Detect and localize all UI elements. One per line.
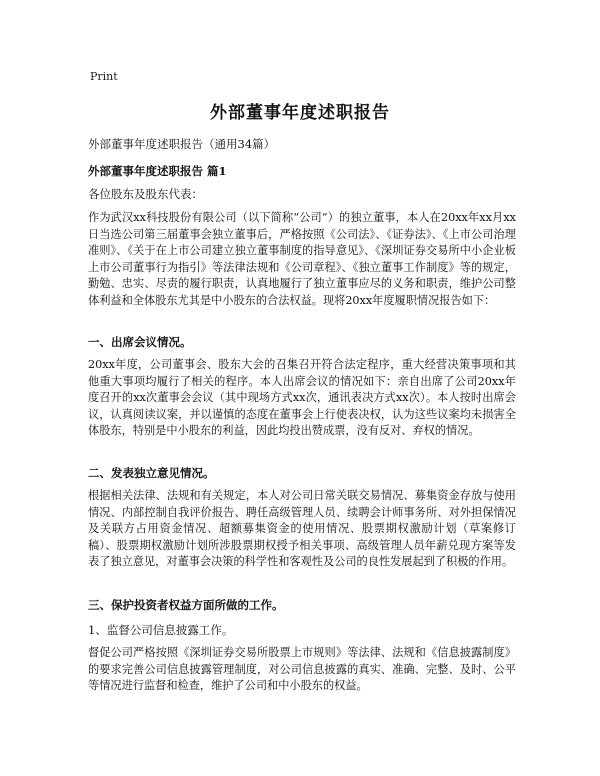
section-body-meetings: 20xx年度，公司董事会、股东大会的召集召开符合法定程序，重大经营决策事项和其他重大事项均履行了相关的程序。本人出席会议的情况如下：亲自出席了公司20xx年度召开的xx次董事会会议（其中现场方式xx次，通讯表决方式xx次）。本人按时出席会议，认真阅读议案，并以谨慎的态度在董事会上行使表决权，认为这些议案均未损害全体股东，特别是中小股东的利益，因此均投出赞成票，没有反对、弃权的情况。	[88, 358, 516, 438]
chapter-heading: 外部董事年度述职报告 篇1	[88, 164, 227, 178]
subsection-heading-disclosure: 1、监督公司信息披露工作。	[88, 623, 234, 637]
section-heading-opinions: 二、发表独立意见情况。	[88, 466, 215, 480]
page-title: 外部董事年度述职报告	[210, 103, 390, 123]
section-heading-investor-protection: 三、保护投资者权益方面所做的工作。	[88, 598, 284, 612]
salutation: 各位股东及股东代表：	[88, 187, 203, 201]
section-heading-meetings: 一、出席会议情况。	[88, 335, 192, 349]
intro-paragraph: 作为武汉xx科技股份有限公司（以下简称“公司”）的独立董事，本人在20xx年xx月xx日当选公司第三届董事会独立董事后，严格按照《公司法》、《证券法》、《上市公司治理准则》、《关于在上市公司建立独立董事制度的指导意见》、《深圳证券交易所中小企业板上市公司董事行为指引》等法律法规和《公司章程》、《独立董事工作制度》等的规定，勤勉、忠实、尽责的履行职责，认真地履行了独立董事应尽的义务和职责，维护公司整体利益和全体股东尤其是中小股东的合法权益。现将20xx年度履职情况报告如下：	[88, 211, 516, 307]
section-body-disclosure: 督促公司严格按照《深圳证券交易所股票上市规则》等法律、法规和《信息披露制度》的要求完善公司信息披露管理制度，对公司信息披露的真实、准确、完整、及时、公平等情况进行监督和检查，维护了公司和中小股东的权益。	[88, 646, 516, 693]
subtitle: 外部董事年度述职报告（通用34篇）	[88, 137, 276, 151]
section-body-opinions: 根据相关法律、法规和有关规定，本人对公司日常关联交易情况、募集资金存放与使用情况、内部控制自我评价报告、聘任高级管理人员、续聘会计师事务所、对外担保情况及关联方占用资金情况、超额募集资金的使用情况、股票期权激励计划（草案修订稿）、股票期权激励计划所涉股票期权授予相关事项、高级管理人员年薪兑现方案等发表了独立意见，对董事会决策的科学性和客观性及公司的良性发展起到了积极的作用。	[88, 489, 516, 569]
print-label: Print	[90, 70, 118, 83]
